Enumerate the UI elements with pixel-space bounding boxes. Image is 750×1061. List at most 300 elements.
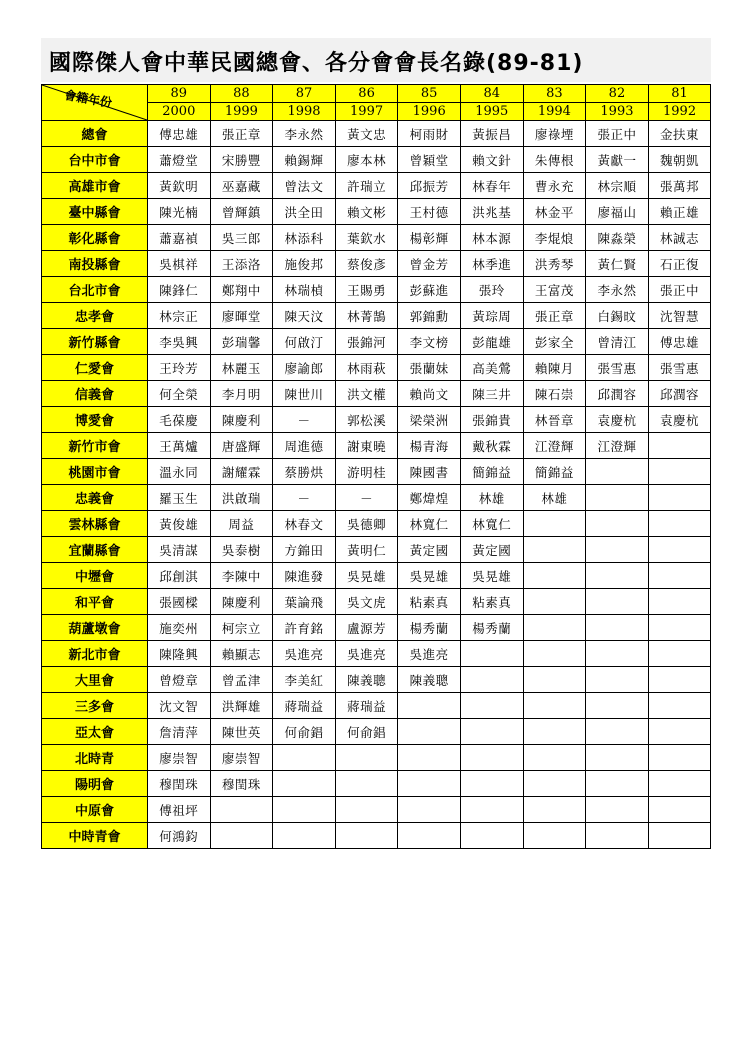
president-cell	[273, 823, 336, 849]
table-row	[42, 121, 711, 147]
president-cell: 吳晃雄	[335, 563, 398, 589]
president-cell	[586, 615, 649, 641]
president-cell: 粘素真	[460, 589, 523, 615]
president-cell	[523, 797, 586, 823]
president-cell	[398, 719, 461, 745]
president-cell: 林晉章	[523, 407, 586, 433]
club-name-cell: 高雄市會	[42, 173, 148, 199]
president-cell: 羅玉生	[148, 485, 211, 511]
president-cell	[648, 719, 711, 745]
president-cell: 黃琮周	[460, 303, 523, 329]
president-cell: 吳進亮	[273, 641, 336, 667]
year-roc-header: 82	[586, 85, 649, 103]
president-cell: 賴尚文	[398, 381, 461, 407]
year-ad-header: 1995	[460, 103, 523, 121]
president-cell: 曾孟津	[210, 667, 273, 693]
club-name-cell: 三多會	[42, 693, 148, 719]
table-row	[42, 667, 711, 693]
president-cell: 曾穎堂	[398, 147, 461, 173]
table-row	[42, 823, 711, 849]
president-cell	[648, 537, 711, 563]
president-cell: 林雨萩	[335, 355, 398, 381]
president-cell: 楊彰輝	[398, 225, 461, 251]
president-cell: 吳進亮	[335, 641, 398, 667]
president-cell: 張雪惠	[648, 355, 711, 381]
president-cell	[648, 797, 711, 823]
table-row	[42, 745, 711, 771]
president-cell: 郭錦勳	[398, 303, 461, 329]
club-name-cell: 新竹市會	[42, 433, 148, 459]
president-cell	[273, 745, 336, 771]
president-cell	[586, 745, 649, 771]
president-cell: 楊青海	[398, 433, 461, 459]
year-ad-header: 1998	[273, 103, 336, 121]
president-cell: 林宗順	[586, 173, 649, 199]
president-cell: 曾金芳	[398, 251, 461, 277]
president-cell: 黃仁賢	[586, 251, 649, 277]
president-cell: 張正中	[586, 121, 649, 147]
president-cell: 葉論飛	[273, 589, 336, 615]
table-row	[42, 589, 711, 615]
president-cell: 蕭燈堂	[148, 147, 211, 173]
president-cell: 洪啟瑞	[210, 485, 273, 511]
president-cell: 陳進發	[273, 563, 336, 589]
president-cell: 沈文智	[148, 693, 211, 719]
president-cell: 葉欽水	[335, 225, 398, 251]
president-cell: 吳清謀	[148, 537, 211, 563]
president-cell: 洪全田	[273, 199, 336, 225]
president-cell	[586, 485, 649, 511]
president-cell: 廖諭郎	[273, 355, 336, 381]
president-cell	[335, 823, 398, 849]
president-cell: 郭松溪	[335, 407, 398, 433]
president-cell	[523, 563, 586, 589]
president-cell	[648, 693, 711, 719]
president-cell	[648, 485, 711, 511]
club-name-cell: 中原會	[42, 797, 148, 823]
president-cell: 洪兆基	[460, 199, 523, 225]
president-cell: 周進德	[273, 433, 336, 459]
president-cell	[273, 771, 336, 797]
president-cell: 陳世英	[210, 719, 273, 745]
president-cell: 林季進	[460, 251, 523, 277]
president-cell	[335, 745, 398, 771]
club-name-cell: 葫蘆墩會	[42, 615, 148, 641]
president-cell	[586, 667, 649, 693]
president-cell: 許育銘	[273, 615, 336, 641]
president-cell: 賴正雄	[648, 199, 711, 225]
president-cell: 邱潤容	[586, 381, 649, 407]
president-cell: 傅祖坪	[148, 797, 211, 823]
president-cell: 曾燈章	[148, 667, 211, 693]
page-title: 國際傑人會中華民國總會、各分會會長名錄(89-81)	[49, 51, 584, 76]
president-cell: 簡錦益	[523, 459, 586, 485]
table-row	[42, 797, 711, 823]
president-cell: 石正復	[648, 251, 711, 277]
table-row	[42, 277, 711, 303]
president-cell	[523, 745, 586, 771]
president-cell: 簡錦益	[460, 459, 523, 485]
president-cell: 黃獻一	[586, 147, 649, 173]
table-row	[42, 407, 711, 433]
president-cell: 李文榜	[398, 329, 461, 355]
president-cell: 吳棋祥	[148, 251, 211, 277]
president-cell	[586, 589, 649, 615]
president-cell: 柯雨財	[398, 121, 461, 147]
president-cell: 李月明	[210, 381, 273, 407]
table-row	[42, 225, 711, 251]
president-cell: 邱創淇	[148, 563, 211, 589]
president-cell: 陳天汶	[273, 303, 336, 329]
club-name-cell: 忠孝會	[42, 303, 148, 329]
president-cell: 方錦田	[273, 537, 336, 563]
president-cell: 沈智慧	[648, 303, 711, 329]
president-cell: 王添洛	[210, 251, 273, 277]
president-cell: 陳隆興	[148, 641, 211, 667]
president-cell	[398, 745, 461, 771]
president-cell	[586, 563, 649, 589]
president-cell	[648, 823, 711, 849]
president-cell: 袁慶杭	[648, 407, 711, 433]
president-cell: 何鴻鈞	[148, 823, 211, 849]
president-cell: 廖祿堙	[523, 121, 586, 147]
president-cell	[460, 797, 523, 823]
president-cell: 李美紅	[273, 667, 336, 693]
president-cell: 施俊邦	[273, 251, 336, 277]
president-cell: 林誠志	[648, 225, 711, 251]
president-cell: 吳三郎	[210, 225, 273, 251]
president-cell: 黃文忠	[335, 121, 398, 147]
president-cell: 穆閏珠	[210, 771, 273, 797]
president-cell	[460, 641, 523, 667]
club-name-cell: 亞太會	[42, 719, 148, 745]
president-cell	[648, 511, 711, 537]
club-name-cell: 南投縣會	[42, 251, 148, 277]
president-cell: 張錦貴	[460, 407, 523, 433]
table-row	[42, 199, 711, 225]
president-cell: 洪文權	[335, 381, 398, 407]
president-cell	[460, 823, 523, 849]
president-cell: 唐盛輝	[210, 433, 273, 459]
president-cell	[586, 771, 649, 797]
table-row	[42, 329, 711, 355]
president-cell: 何全榮	[148, 381, 211, 407]
president-cell: 施奕州	[148, 615, 211, 641]
president-cell: 蔣瑞益	[273, 693, 336, 719]
year-roc-header: 86	[335, 85, 398, 103]
president-cell: 吳晃雄	[398, 563, 461, 589]
table-row	[42, 173, 711, 199]
president-cell: 黃俊雄	[148, 511, 211, 537]
table-row	[42, 251, 711, 277]
president-cell: 傅忠雄	[648, 329, 711, 355]
president-cell: 柯宗立	[210, 615, 273, 641]
president-cell	[586, 823, 649, 849]
president-cell: 宋勝豐	[210, 147, 273, 173]
president-cell: 鄭煒煌	[398, 485, 461, 511]
president-cell	[523, 667, 586, 693]
president-cell: 陳慶利	[210, 589, 273, 615]
president-cell: 高美鶯	[460, 355, 523, 381]
president-cell: 李永然	[273, 121, 336, 147]
year-ad-header: 1996	[398, 103, 461, 121]
table-row	[42, 303, 711, 329]
president-cell: 吳進亮	[398, 641, 461, 667]
president-cell: 林春文	[273, 511, 336, 537]
president-cell: 蕭嘉禎	[148, 225, 211, 251]
president-cell	[210, 823, 273, 849]
president-cell: 黃振昌	[460, 121, 523, 147]
president-cell: 洪輝雄	[210, 693, 273, 719]
club-name-cell: 彰化縣會	[42, 225, 148, 251]
president-cell: 張國樑	[148, 589, 211, 615]
president-cell	[523, 823, 586, 849]
president-cell: 張錦河	[335, 329, 398, 355]
president-cell	[460, 693, 523, 719]
president-cell	[586, 693, 649, 719]
club-name-cell: 陽明會	[42, 771, 148, 797]
president-cell: 林菁鵠	[335, 303, 398, 329]
president-cell	[523, 641, 586, 667]
president-cell: 蔡勝烘	[273, 459, 336, 485]
president-cell: 彭龍雄	[460, 329, 523, 355]
president-cell	[586, 459, 649, 485]
club-name-cell: 仁愛會	[42, 355, 148, 381]
president-cell: 戴秋霖	[460, 433, 523, 459]
club-name-cell: 新北市會	[42, 641, 148, 667]
president-cell: 李陳中	[210, 563, 273, 589]
president-cell	[648, 563, 711, 589]
president-cell: 吳晃雄	[460, 563, 523, 589]
table-row	[42, 615, 711, 641]
president-cell: 傅忠雄	[148, 121, 211, 147]
table-row	[42, 641, 711, 667]
president-cell: 彭家全	[523, 329, 586, 355]
title-bar	[41, 38, 711, 82]
year-ad-header: 1994	[523, 103, 586, 121]
table-row	[42, 563, 711, 589]
president-cell: 黃定國	[460, 537, 523, 563]
president-cell: 李吳興	[148, 329, 211, 355]
club-name-cell: 中時青會	[42, 823, 148, 849]
club-name-cell: 博愛會	[42, 407, 148, 433]
president-cell: 張雪惠	[586, 355, 649, 381]
president-cell: 洪秀琴	[523, 251, 586, 277]
president-cell: 張蘭妹	[398, 355, 461, 381]
president-cell	[523, 771, 586, 797]
table-row	[42, 433, 711, 459]
president-cell	[273, 797, 336, 823]
club-name-cell: 大里會	[42, 667, 148, 693]
president-cell: 曹永充	[523, 173, 586, 199]
president-cell	[398, 771, 461, 797]
table-row	[42, 719, 711, 745]
year-roc-header: 81	[648, 85, 711, 103]
table-row	[42, 485, 711, 511]
president-cell: 江澄輝	[523, 433, 586, 459]
president-cell: 林春年	[460, 173, 523, 199]
president-cell: 毛葆慶	[148, 407, 211, 433]
club-name-cell: 桃園市會	[42, 459, 148, 485]
president-cell	[523, 511, 586, 537]
president-cell: 陳慶利	[210, 407, 273, 433]
president-cell	[460, 771, 523, 797]
president-cell: 江澄輝	[586, 433, 649, 459]
president-cell	[335, 771, 398, 797]
president-cell: 吳泰樹	[210, 537, 273, 563]
president-cell	[523, 589, 586, 615]
president-cell: 李永然	[586, 277, 649, 303]
president-cell	[398, 823, 461, 849]
president-cell: 魏朝凱	[648, 147, 711, 173]
president-cell: 陳三井	[460, 381, 523, 407]
president-cell	[648, 771, 711, 797]
president-cell	[648, 433, 711, 459]
president-cell	[586, 797, 649, 823]
president-cell: 林宗正	[148, 303, 211, 329]
president-cell: 何俞錩	[335, 719, 398, 745]
president-cell: 王賜勇	[335, 277, 398, 303]
president-cell	[460, 719, 523, 745]
president-cell: 曾清江	[586, 329, 649, 355]
year-ad-header: 1999	[210, 103, 273, 121]
president-cell: 陳世川	[273, 381, 336, 407]
year-roc-header: 87	[273, 85, 336, 103]
president-cell: 張正章	[210, 121, 273, 147]
president-cell: 邱潤容	[648, 381, 711, 407]
year-roc-header: 85	[398, 85, 461, 103]
club-name-cell: 中壢會	[42, 563, 148, 589]
president-cell: 賴顯志	[210, 641, 273, 667]
president-cell: 賴文彬	[335, 199, 398, 225]
president-cell: 林寬仁	[460, 511, 523, 537]
president-cell: 陳義聰	[335, 667, 398, 693]
president-cell: 鄭翔中	[210, 277, 273, 303]
president-cell: －	[273, 485, 336, 511]
president-cell: 謝東曉	[335, 433, 398, 459]
club-name-cell: 信義會	[42, 381, 148, 407]
president-cell: 賴陳月	[523, 355, 586, 381]
president-cell: 賴錫輝	[273, 147, 336, 173]
president-cell: 何啟汀	[273, 329, 336, 355]
president-cell: 彭瑞馨	[210, 329, 273, 355]
president-cell	[398, 693, 461, 719]
president-cell: －	[335, 485, 398, 511]
president-cell: 張萬邦	[648, 173, 711, 199]
president-cell: 林金平	[523, 199, 586, 225]
president-cell: 詹清萍	[148, 719, 211, 745]
president-cell: 曾輝鎮	[210, 199, 273, 225]
club-name-cell: 台中市會	[42, 147, 148, 173]
president-cell: 黃欽明	[148, 173, 211, 199]
president-cell: 廖崇智	[148, 745, 211, 771]
president-cell: 陳義聰	[398, 667, 461, 693]
year-ad-header: 2000	[148, 103, 211, 121]
president-cell	[460, 667, 523, 693]
table-row	[42, 459, 711, 485]
president-cell: 許瑞立	[335, 173, 398, 199]
president-cell: 林本源	[460, 225, 523, 251]
president-cell	[523, 719, 586, 745]
president-cell: 廖崇智	[210, 745, 273, 771]
president-cell: 林雄	[523, 485, 586, 511]
header-row-roc	[42, 85, 711, 103]
president-cell: 何俞錩	[273, 719, 336, 745]
president-cell: 王富茂	[523, 277, 586, 303]
president-cell: 賴文針	[460, 147, 523, 173]
club-name-cell: 宜蘭縣會	[42, 537, 148, 563]
year-roc-header: 84	[460, 85, 523, 103]
year-ad-header: 1997	[335, 103, 398, 121]
year-roc-header: 89	[148, 85, 211, 103]
president-cell	[648, 615, 711, 641]
president-cell: 袁慶杭	[586, 407, 649, 433]
president-cell: 陳石崇	[523, 381, 586, 407]
president-cell	[586, 641, 649, 667]
president-cell	[586, 719, 649, 745]
table-row	[42, 771, 711, 797]
year-ad-header: 1993	[586, 103, 649, 121]
president-cell: 楊秀蘭	[460, 615, 523, 641]
president-cell: 巫嘉藏	[210, 173, 273, 199]
president-cell: 張玲	[460, 277, 523, 303]
table-row	[42, 147, 711, 173]
table-row	[42, 693, 711, 719]
president-cell	[460, 745, 523, 771]
president-cell: 謝耀霖	[210, 459, 273, 485]
year-roc-header: 83	[523, 85, 586, 103]
club-name-cell: 新竹縣會	[42, 329, 148, 355]
president-cell: 林寬仁	[398, 511, 461, 537]
club-name-cell: 和平會	[42, 589, 148, 615]
club-name-cell: 臺中縣會	[42, 199, 148, 225]
president-cell	[523, 615, 586, 641]
year-roc-header: 88	[210, 85, 273, 103]
club-name-cell: 總會	[42, 121, 148, 147]
president-cell: 朱傳根	[523, 147, 586, 173]
president-cell	[398, 797, 461, 823]
president-cell: 廖福山	[586, 199, 649, 225]
president-cell: 吳德卿	[335, 511, 398, 537]
president-cell: 白錫旼	[586, 303, 649, 329]
year-ad-header: 1992	[648, 103, 711, 121]
president-cell: 蔣瑞益	[335, 693, 398, 719]
president-cell: 周益	[210, 511, 273, 537]
corner-header	[42, 85, 148, 121]
table-row	[42, 381, 711, 407]
club-name-cell: 台北市會	[42, 277, 148, 303]
president-cell: 溫永同	[148, 459, 211, 485]
president-cell: 黃定國	[398, 537, 461, 563]
president-cell: 盧源芳	[335, 615, 398, 641]
table-row	[42, 355, 711, 381]
president-cell	[523, 537, 586, 563]
president-cell: 李焜烺	[523, 225, 586, 251]
president-cell: 廖暉堂	[210, 303, 273, 329]
president-cell: 林瑞楨	[273, 277, 336, 303]
club-name-cell: 忠義會	[42, 485, 148, 511]
president-cell: 林麗玉	[210, 355, 273, 381]
table-row	[42, 537, 711, 563]
president-cell	[335, 797, 398, 823]
president-cell: 林添科	[273, 225, 336, 251]
president-cell: 王萬爐	[148, 433, 211, 459]
president-cell: 張正中	[648, 277, 711, 303]
president-cell: 廖本林	[335, 147, 398, 173]
president-cell: 游明桂	[335, 459, 398, 485]
president-cell: 粘素真	[398, 589, 461, 615]
corner-label: 會籍年份	[63, 87, 113, 111]
